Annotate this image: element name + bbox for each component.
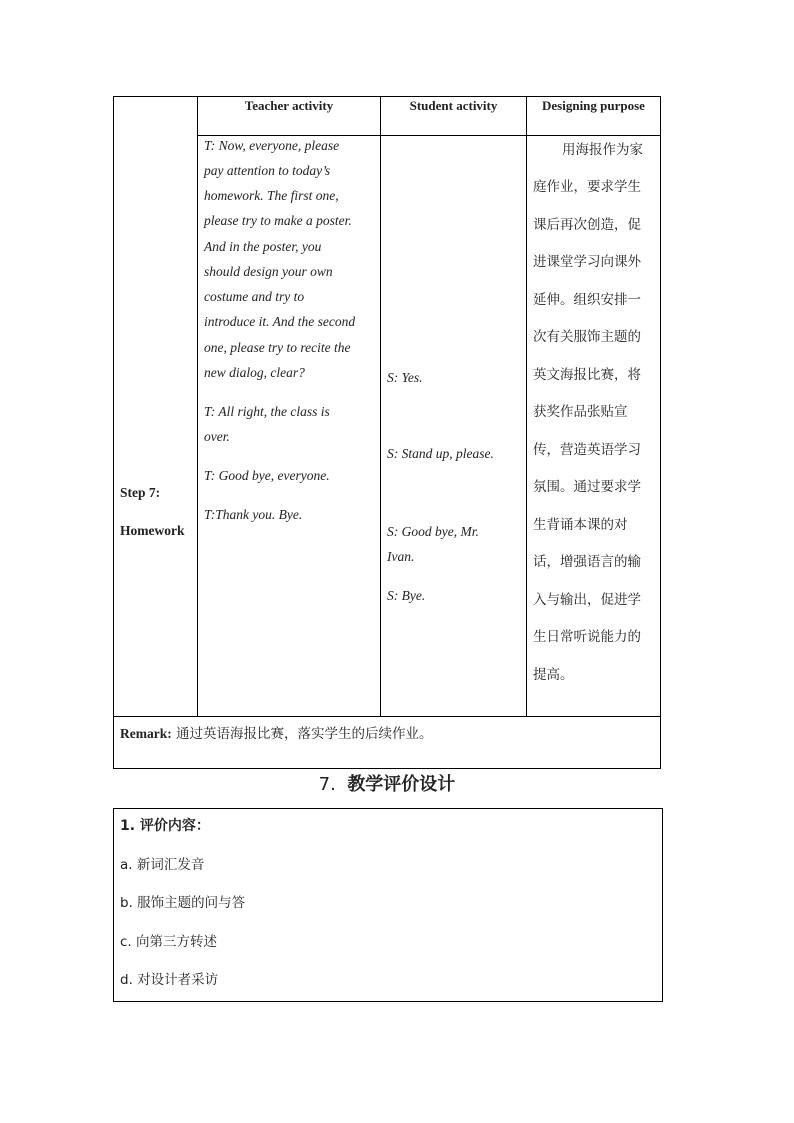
- table-left-border: [113, 96, 114, 769]
- eval-box-top: [113, 808, 663, 809]
- purpose-line: 延伸。组织安排一: [533, 292, 641, 308]
- col-divider-3: [526, 96, 527, 716]
- eval-item: d. 对设计者采访: [120, 972, 219, 988]
- teacher-line: should design your own: [204, 264, 333, 279]
- purpose-line: 庭作业，要求学生: [533, 179, 641, 195]
- student-line: Ivan.: [387, 549, 415, 564]
- eval-box-bottom: [113, 1001, 663, 1002]
- eval-heading: 1. 评价内容：: [120, 818, 210, 834]
- step-label: Step 7:: [120, 485, 161, 500]
- teacher-line: introduce it. And the second: [204, 314, 356, 329]
- header-teacher-activity: Teacher activity: [244, 98, 334, 113]
- table-top-border: [113, 96, 661, 97]
- teacher-line: costume and try to: [204, 289, 305, 304]
- teacher-line: T: Now, everyone, please: [204, 138, 340, 153]
- table-right-border: [660, 96, 661, 769]
- purpose-line: 话，增强语言的输: [533, 554, 641, 570]
- eval-item: c. 向第三方转述: [120, 934, 218, 950]
- eval-item: a. 新词汇发音: [120, 857, 205, 873]
- eval-box-right: [662, 808, 663, 1001]
- teacher-line: pay attention to today’s: [204, 163, 331, 178]
- step-name: Homework: [120, 523, 185, 538]
- teacher-line: And in the poster, you: [204, 239, 322, 254]
- purpose-line: 氛围。通过要求学: [533, 479, 641, 495]
- purpose-line: 用海报作为家: [562, 142, 643, 158]
- section-heading: 教学评价设计: [347, 774, 456, 795]
- section-number: 7.: [318, 774, 336, 795]
- teacher-line: homework. The first one,: [204, 188, 339, 203]
- header-student-activity: Student activity: [409, 98, 498, 113]
- purpose-line: 课后再次创造，促: [533, 217, 641, 233]
- student-line: S: Yes.: [387, 370, 423, 385]
- student-line: S: Stand up, please.: [387, 446, 494, 461]
- header-designing-purpose: Designing purpose: [542, 98, 645, 113]
- purpose-line: 生日常听说能力的: [533, 629, 641, 645]
- col-divider-1: [197, 96, 198, 716]
- purpose-line: 提高。: [533, 667, 574, 683]
- remark-text: 通过英语海报比赛，落实学生的后续作业。: [176, 726, 433, 742]
- teacher-line: T: Good bye, everyone.: [204, 468, 330, 483]
- purpose-line: 次有关服饰主题的: [533, 329, 641, 345]
- eval-item: b. 服饰主题的问与答: [120, 895, 246, 911]
- remark-row: [120, 722, 433, 742]
- remark-row-border: [113, 716, 661, 717]
- table-bottom-border: [113, 768, 661, 769]
- eval-box-left: [113, 808, 114, 1001]
- purpose-line: 获奖作品张贴宣: [533, 404, 628, 420]
- purpose-line: 英文海报比赛，将: [533, 367, 641, 383]
- section-title: [113, 770, 661, 796]
- purpose-line: 生背诵本课的对: [533, 517, 628, 533]
- remark-label: Remark:: [120, 726, 172, 741]
- teacher-line: T: All right, the class is: [204, 404, 330, 419]
- teacher-line: please try to make a poster.: [204, 213, 352, 228]
- student-line: S: Good bye, Mr.: [387, 524, 479, 539]
- teacher-line: T:Thank you. Bye.: [204, 507, 303, 522]
- teacher-line: one, please try to recite the: [204, 340, 351, 355]
- purpose-line: 进课堂学习向课外: [533, 254, 641, 270]
- purpose-line: 传，营造英语学习: [533, 442, 641, 458]
- purpose-line: 入与输出，促进学: [533, 592, 641, 608]
- teacher-line: over.: [204, 429, 230, 444]
- teacher-line: new dialog, clear?: [204, 365, 305, 380]
- student-line: S: Bye.: [387, 588, 426, 603]
- col-divider-2: [380, 96, 381, 716]
